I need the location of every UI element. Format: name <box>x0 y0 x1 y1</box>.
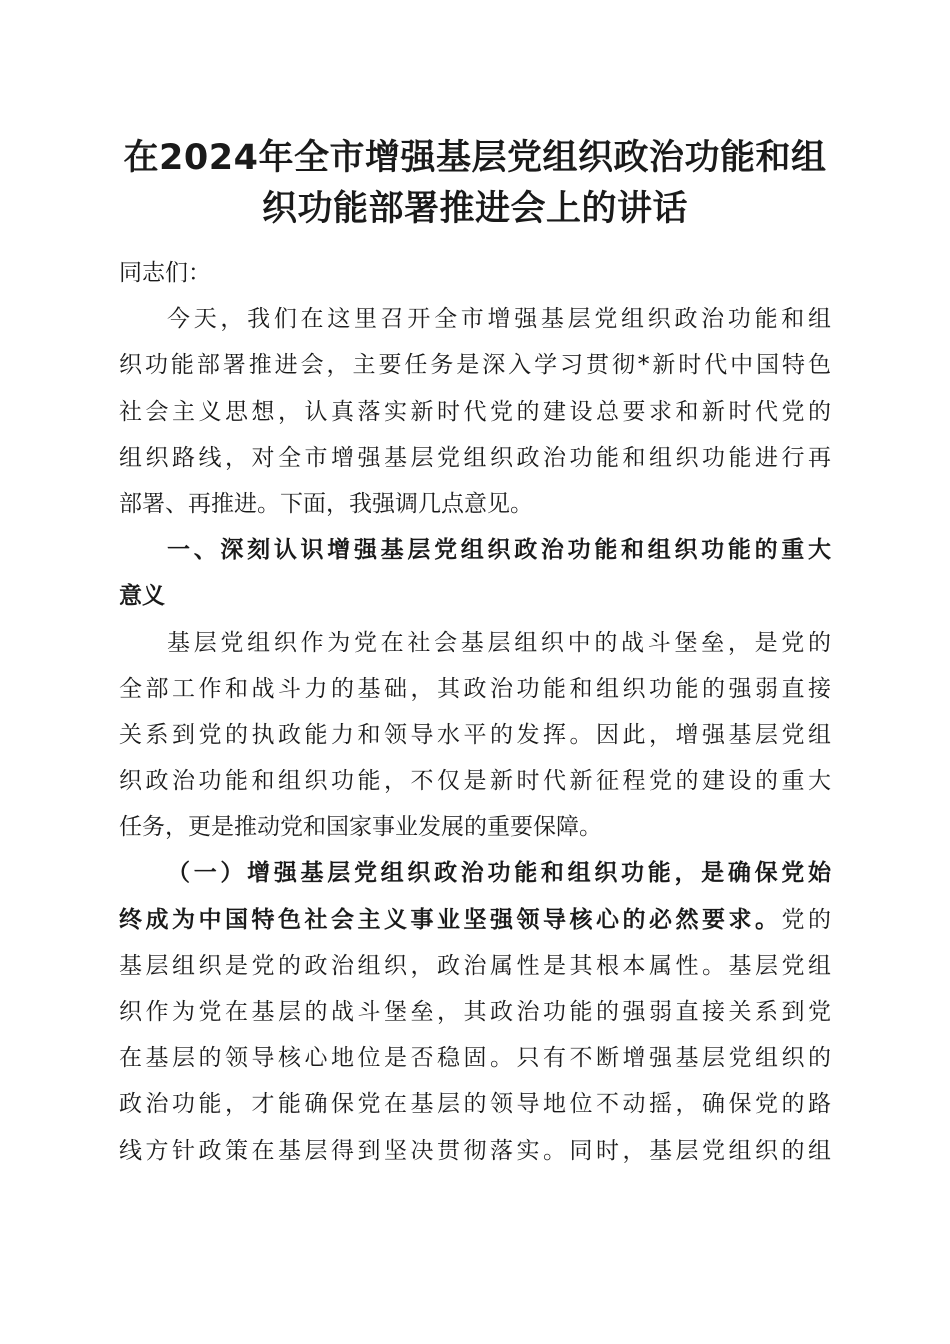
section-1-heading-line-1: 一、深刻认识增强基层党组织政治功能和组织功能的重大 <box>167 537 831 564</box>
document-title <box>100 133 850 235</box>
subsection-1-line-3: 基层组织是党的政治组织，政治属性是其根本属性。基层党组 <box>119 952 831 979</box>
section-1-heading-line-2: 意义 <box>119 583 165 610</box>
subsection-1-line-7: 线方针政策在基层得到坚决贯彻落实。同时，基层党组织的组 <box>119 1137 831 1164</box>
section-1-para-line-4: 织政治功能和组织功能，不仅是新时代新征程党的建设的重大 <box>119 768 831 795</box>
subsection-1-line-2 <box>119 897 831 943</box>
subsection-1-line-2-bold: 终成为中国特色社会主义事业坚强领导核心的必然要求。 <box>119 905 782 933</box>
section-1-heading <box>119 527 831 619</box>
intro-paragraph <box>119 296 831 527</box>
subsection-1-line-6: 政治功能，才能确保党在基层的领导地位不动摇，确保党的路 <box>119 1091 831 1118</box>
salutation: 同志们： <box>119 260 211 286</box>
title-line-1: 在2024年全市增强基层党组织政治功能和组 <box>123 138 827 178</box>
intro-line-4: 组织路线，对全市增强基层党组织政治功能和组织功能进行再 <box>119 444 831 471</box>
intro-line-5: 部署、再推进。下面，我强调几点意见。 <box>119 490 533 517</box>
subsection-1-paragraph <box>119 850 831 1173</box>
subsection-1-line-1: （一）增强基层党组织政治功能和组织功能，是确保党始 <box>167 859 831 887</box>
intro-line-1: 今天，我们在这里召开全市增强基层党组织政治功能和组 <box>167 306 831 333</box>
document-body <box>119 250 831 1174</box>
intro-line-2: 织功能部署推进会，主要任务是深入学习贯彻*新时代中国特色 <box>119 352 831 379</box>
title-line-2: 织功能部署推进会上的讲话 <box>261 189 688 229</box>
section-1-para-line-3: 关系到党的执政能力和领导水平的发挥。因此，增强基层党组 <box>119 721 831 748</box>
intro-line-3: 社会主义思想，认真落实新时代党的建设总要求和新时代党的 <box>119 398 831 425</box>
section-1-paragraph <box>119 620 831 851</box>
section-1-para-line-5: 任务，更是推动党和国家事业发展的重要保障。 <box>119 814 602 841</box>
subsection-1-line-2-rest: 党的 <box>781 906 831 933</box>
subsection-1-line-4: 织作为党在基层的战斗堡垒，其政治功能的强弱直接关系到党 <box>119 999 831 1025</box>
section-1-para-line-2: 全部工作和战斗力的基础，其政治功能和组织功能的强弱直接 <box>119 675 831 702</box>
subsection-1-line-5: 在基层的领导核心地位是否稳固。只有不断增强基层党组织的 <box>119 1045 831 1072</box>
section-1-para-line-1: 基层党组织作为党在社会基层组织中的战斗堡垒，是党的 <box>167 629 831 656</box>
